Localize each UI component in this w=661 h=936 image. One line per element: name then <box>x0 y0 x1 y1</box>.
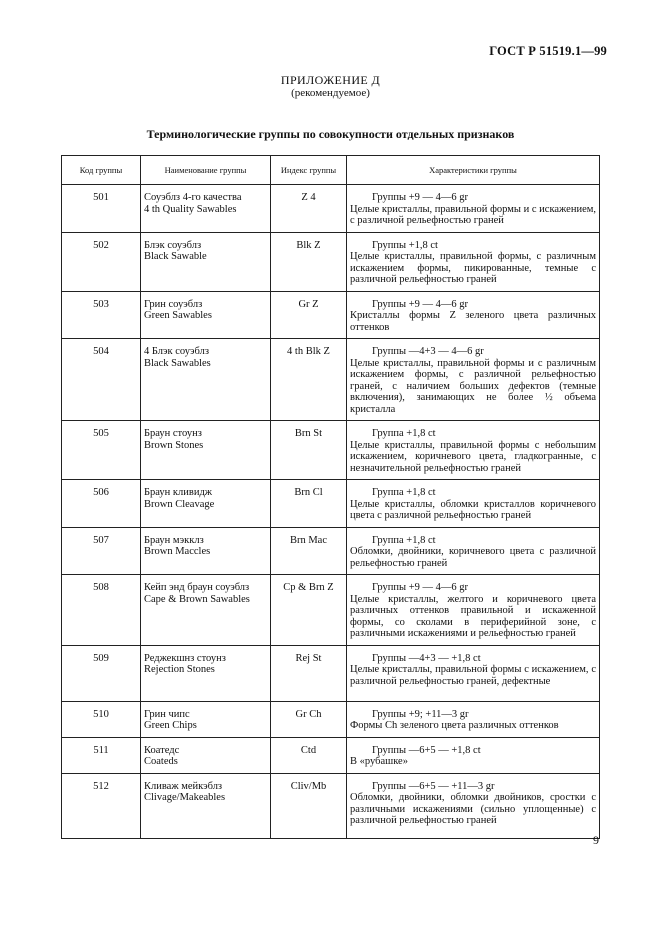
group-name-en: Brown Stones <box>144 439 204 451</box>
group-description: Целые кристаллы, правильной формы с искажением, с различной рельефностью граней, дефектные <box>350 664 596 687</box>
group-name-en: Green Chips <box>144 720 197 731</box>
group-code: 508 <box>62 575 141 646</box>
table-row <box>62 339 600 421</box>
group-characteristics <box>347 701 600 737</box>
group-name <box>141 645 271 701</box>
group-index: Gr Z <box>271 291 347 339</box>
weight-groups: Группа +1,8 ct <box>372 487 436 498</box>
group-code: 504 <box>62 339 141 421</box>
weight-groups: Группа +1,8 ct <box>372 428 436 439</box>
group-description: Целые кристаллы, желтого и коричневого цвета различных оттенков правильной и искаженной формы, со сколами в периферийной зоне, с различными искажениями и рельефностью граней <box>350 593 596 639</box>
weight-groups: Группы +9 — 4—6 gr <box>372 192 468 203</box>
table-row <box>62 701 600 737</box>
group-index: Brn St <box>271 421 347 480</box>
group-name <box>141 737 271 773</box>
table-header-row <box>62 156 600 185</box>
table-title: Терминологические группы по совокупности отдельных признаков <box>146 127 515 141</box>
group-code: 512 <box>62 773 141 838</box>
group-characteristics <box>347 339 600 421</box>
group-name <box>141 291 271 339</box>
group-characteristics <box>347 232 600 291</box>
group-name <box>141 232 271 291</box>
group-description: Обломки, двойники, обломки двойников, сростки с различными искажениями (сильно уплощенные) с различной рельефностью граней <box>350 792 596 826</box>
group-characteristics <box>347 773 600 838</box>
group-description: Целые кристаллы, правильной формы и с искажением, с различной рельефностью граней <box>350 203 596 226</box>
appendix-subtitle: (рекомендуемое) <box>291 87 370 99</box>
weight-groups: Группа +1,8 ct <box>372 534 436 546</box>
group-name <box>141 773 271 838</box>
group-description: Целые кристаллы, правильной формы, с различным искажением формы, пикированные, темные с различной рельефностью граней <box>350 251 596 285</box>
group-name-ru: Соуэблз 4-го качества <box>144 192 242 203</box>
weight-groups: Группы +9; +11—3 gr <box>372 708 469 720</box>
group-name <box>141 701 271 737</box>
weight-groups: Группы —6+5 — +1,8 ct <box>372 744 481 756</box>
group-index: Gr Ch <box>271 701 347 737</box>
group-name-ru: Браун стоунз <box>144 428 202 439</box>
group-name-en: Brown Cleavage <box>144 498 215 510</box>
group-index: Blk Z <box>271 232 347 291</box>
group-name-ru: Кливаж мейкэблз <box>144 780 223 792</box>
weight-groups: Группы —6+5 — +11—3 gr <box>372 780 495 792</box>
group-characteristics <box>347 527 600 575</box>
group-index: Rej St <box>271 645 347 701</box>
appendix-title: ПРИЛОЖЕНИЕ Д <box>280 73 381 87</box>
table-row <box>62 291 600 339</box>
group-description: Целые кристаллы, правильной формы с небольшим искажением, коричневого цвета, гладкогранные, с незначительной рельефностью граней <box>350 439 596 474</box>
table-row <box>62 527 600 575</box>
table-row <box>62 421 600 480</box>
group-code: 502 <box>62 232 141 291</box>
group-index: Brn Mac <box>271 527 347 575</box>
group-name-en: Black Sawables <box>144 357 211 369</box>
group-name <box>141 185 271 233</box>
group-index: Z 4 <box>271 185 347 233</box>
weight-groups: Группы +9 — 4—6 gr <box>372 582 468 593</box>
group-characteristics <box>347 645 600 701</box>
group-code: 501 <box>62 185 141 233</box>
group-description: Целые кристаллы, правильной формы и с различным искажением формы, с различной рельефностью граней, с наличием больших дефектов (темные включения), занимающих не более ½ объема кристалла <box>350 357 596 415</box>
group-name-ru: Браун кливидж <box>144 487 213 498</box>
table-row <box>62 645 600 701</box>
group-characteristics <box>347 185 600 233</box>
group-index: Cp & Brn Z <box>271 575 347 646</box>
group-code: 503 <box>62 291 141 339</box>
group-description: Обломки, двойники, коричневого цвета с различной рельефностью граней <box>350 546 596 569</box>
group-name-ru: 4 Блэк соуэблз <box>144 346 209 357</box>
column-header-code: Код группы <box>62 156 141 185</box>
group-name-en: 4 th Quality Sawables <box>144 203 237 215</box>
weight-groups: Группы —4+3 — 4—6 gr <box>372 346 484 357</box>
group-name-ru: Браун мэкклз <box>144 534 204 546</box>
group-name <box>141 480 271 528</box>
groups-table <box>61 155 600 839</box>
group-characteristics <box>347 291 600 339</box>
table-row <box>62 480 600 528</box>
group-code: 511 <box>62 737 141 773</box>
table-row <box>62 232 600 291</box>
group-code: 509 <box>62 645 141 701</box>
group-name-ru: Коатедс <box>144 744 180 756</box>
table-row <box>62 737 600 773</box>
group-name-en: Clivage/Makeables <box>144 792 226 803</box>
group-index: Cliv/Mb <box>271 773 347 838</box>
weight-groups: Группы —4+3 — +1,8 ct <box>372 652 481 664</box>
group-name-ru: Грин соуэблз <box>144 298 203 310</box>
group-description: Формы Ch зеленого цвета различных оттенков <box>350 720 559 731</box>
group-characteristics <box>347 737 600 773</box>
column-header-index: Индекс группы <box>271 156 347 185</box>
group-code: 505 <box>62 421 141 480</box>
group-code: 507 <box>62 527 141 575</box>
group-code: 510 <box>62 701 141 737</box>
group-name-ru: Блэк соуэблз <box>144 239 202 251</box>
group-name-ru: Грин чипс <box>144 708 190 720</box>
column-header-characteristics: Характеристики группы <box>347 156 600 185</box>
group-name-en: Coateds <box>144 756 178 767</box>
group-index: Ctd <box>271 737 347 773</box>
group-name <box>141 575 271 646</box>
weight-groups: Группы +9 — 4—6 gr <box>372 298 468 310</box>
weight-groups: Группы +1,8 ct <box>372 239 438 251</box>
page-number: 9 <box>593 833 599 847</box>
group-name-ru: Реджекшнз стоунз <box>144 652 226 664</box>
group-index: 4 th Blk Z <box>271 339 347 421</box>
table-body <box>62 185 600 839</box>
appendix-heading <box>0 74 661 99</box>
group-index: Brn Cl <box>271 480 347 528</box>
group-name-en: Rejection Stones <box>144 664 215 675</box>
group-code: 506 <box>62 480 141 528</box>
group-characteristics <box>347 421 600 480</box>
group-description: В «рубашке» <box>350 756 408 767</box>
group-name-en: Black Sawable <box>144 251 207 262</box>
table-row <box>62 773 600 838</box>
group-name <box>141 527 271 575</box>
group-name-en: Cape & Brown Sawables <box>144 593 250 605</box>
table-row <box>62 185 600 233</box>
group-name <box>141 339 271 421</box>
group-description: Кристаллы формы Z зеленого цвета различных оттенков <box>350 310 596 333</box>
group-name-ru: Кейп энд браун соуэблз <box>144 582 250 593</box>
column-header-name: Наименование группы <box>141 156 271 185</box>
group-characteristics <box>347 575 600 646</box>
group-name <box>141 421 271 480</box>
table-row <box>62 575 600 646</box>
standard-code: ГОСТ Р 51519.1—99 <box>489 44 607 58</box>
group-description: Целые кристаллы, обломки кристаллов коричневого цвета с различной рельефностью граней <box>350 498 596 521</box>
group-name-en: Green Sawables <box>144 310 212 321</box>
group-characteristics <box>347 480 600 528</box>
group-name-en: Brown Maccles <box>144 546 211 557</box>
